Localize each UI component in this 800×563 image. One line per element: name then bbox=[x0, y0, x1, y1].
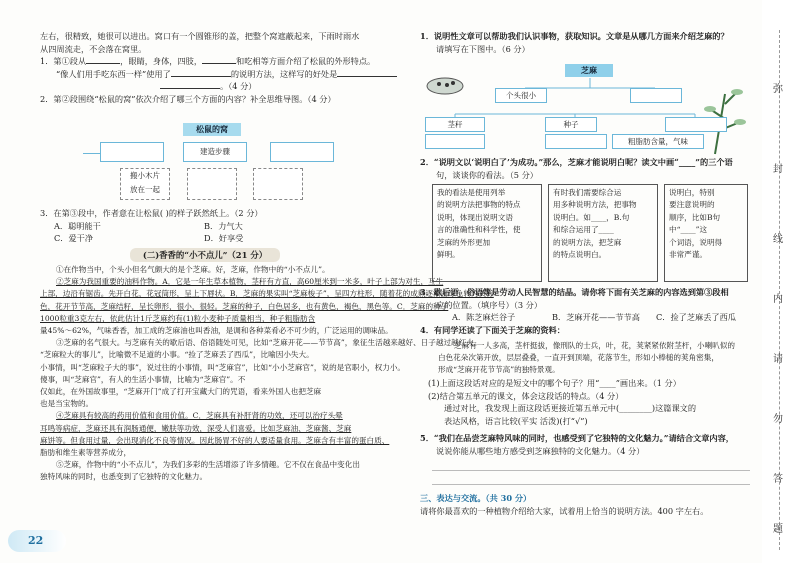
article-line: ④芝麻具有较高的药用价值和食用价值。C．芝麻具有补肝肾的功效，还可以治疗头晕 bbox=[56, 411, 343, 421]
article-line: 小事情，叫“芝麻粒子大的事”，说过往的小事情，叫“芝麻官”，比如“小小芝麻官”，说的是官职小，权力小。 bbox=[40, 362, 406, 372]
diagram-node-3: 茎秆 bbox=[425, 117, 485, 132]
mindmap-branch-3[interactable] bbox=[270, 142, 334, 162]
diagram-node-8: 粗脂肪含量，气味 bbox=[612, 134, 704, 149]
section-3-title: 三、表达与交流。（共 30 分） bbox=[420, 493, 532, 503]
left-column bbox=[40, 30, 385, 106]
intro-line-2: 从四周流走，不会落在窝里。 bbox=[40, 43, 147, 54]
seal-char: 请 bbox=[773, 354, 783, 365]
q3-options-row1 bbox=[40, 220, 385, 233]
option-a[interactable]: A．聪明能干 bbox=[54, 220, 101, 231]
opinion-box-2 bbox=[548, 184, 658, 282]
diagram-node-1: 个头很小 bbox=[495, 88, 547, 103]
article-line: 色，花开节节高，芝麻结籽，呈长卵形，很小，很轻。芝麻的种子，白色居多，也有黄色，褐色，黑色等。C．芝麻的种子 bbox=[40, 301, 449, 311]
option-b[interactable]: B．力气大 bbox=[204, 220, 243, 231]
article-line: 傻事，叫“芝麻官”，有人的生活小事情，比喻为“芝麻官”。不 bbox=[40, 374, 246, 384]
question-r3: 3．歇后语，俗语等是劳动人民智慧的结晶。请你将下面有关芝麻的内容选到第③段相 bbox=[420, 287, 729, 297]
diagram-node-7[interactable] bbox=[545, 134, 607, 149]
box-line: 中“____”这 bbox=[669, 225, 708, 235]
blank[interactable] bbox=[337, 68, 397, 77]
blank[interactable] bbox=[171, 68, 231, 77]
question-r2: 2．“说明文以‘说明白了’为成功。”那么，芝麻才能说明白呢？读文中画“____”的三个语 bbox=[420, 157, 733, 167]
option-a[interactable]: A．陈芝麻烂谷子 bbox=[452, 312, 516, 323]
article-line: 脂肪和维生素等营养成分， bbox=[40, 448, 132, 458]
option-b[interactable]: B．芝麻开花——节节高 bbox=[552, 312, 640, 323]
q3-options bbox=[420, 311, 750, 324]
box-line: 说明白。如____，B.句 bbox=[553, 212, 630, 222]
writing-prompt: 请将你最喜欢的一种植物介绍给大家，试着用上恰当的说明方法。400 字左右。 bbox=[420, 505, 709, 516]
mindmap-leaf-3[interactable] bbox=[253, 168, 303, 200]
mindmap-branch-1[interactable] bbox=[100, 142, 164, 162]
blank[interactable] bbox=[160, 80, 220, 89]
right-q2 bbox=[420, 156, 750, 181]
diagram-node-5[interactable] bbox=[665, 117, 727, 132]
right-sec3 bbox=[420, 492, 750, 517]
box-line: 的特点说明白。 bbox=[553, 250, 607, 260]
diagram-title: 芝麻 bbox=[565, 64, 613, 77]
box-line: 言的准确性和科学性，使 bbox=[437, 225, 521, 235]
article-line: 麻饼等。但食用过量，会出现消化不良等情况。因此肠胃不好的人要适量食用。芝麻含有丰富的蛋白质、 bbox=[40, 435, 390, 445]
seal-char: 内 bbox=[773, 294, 783, 305]
box-line: 的说明方法把事物的特点 bbox=[437, 200, 521, 210]
question-3: 3．在第③段中，作者意在让松鼠( )的样子跃然纸上。（2 分） bbox=[40, 208, 263, 218]
question-1-points: 。（4 分） bbox=[40, 80, 385, 93]
seal-char: 勿 bbox=[773, 414, 783, 425]
material-line: 形成“芝麻开花节节高”的独特景观。 bbox=[438, 365, 560, 374]
mindmap-branch-2: 建造步骤 bbox=[183, 142, 247, 162]
question-r5b: 说说你能从哪些地方感受到芝麻独特的文化魅力。（4 分） bbox=[436, 445, 645, 456]
blank[interactable] bbox=[86, 55, 120, 64]
box-line: 的说明方法，把芝麻 bbox=[553, 237, 622, 247]
box-line: 和综合运用了____ bbox=[553, 225, 614, 235]
material-line: 芝麻有一人多高，茎杆挺拔，像刑队的士兵，叶，花，荚紧紧依附茎杆，小喇叭似的 bbox=[454, 341, 735, 350]
article-line: 也是当宝物的。 bbox=[40, 399, 94, 409]
diagram-node-6[interactable] bbox=[425, 134, 485, 149]
seal-char: 线 bbox=[773, 234, 783, 245]
article-line: 上部，边沿有锯齿。先开白花，花冠筒形，呈上下唇状。B．芝麻的果实叫“芝麻梭子”，呈四方柱形，随着花的成熟逐渐由绿色转为黄棕 bbox=[40, 289, 494, 299]
right-q5 bbox=[420, 432, 750, 457]
question-1: 1．第①段从 ，眼睛，身体，四肢， 和吃相等方面介绍了松鼠的外形特点。 bbox=[40, 56, 376, 67]
box-line: 用多种说明方法，把事物 bbox=[553, 200, 637, 210]
question-r2b: 句，谈谈你的看法。（5 分） bbox=[436, 169, 538, 180]
seal-char: 答 bbox=[773, 474, 783, 485]
question-r4a: (1)上面这段话对应的是短文中的哪个句子？用“____”画出来。（1 分） bbox=[428, 378, 681, 388]
question-r4: 4．有同学还读了下面关于芝麻的资料： bbox=[420, 324, 565, 335]
article-line: ①在作物当中，个头小但名气颇大的是个芝麻。好，芝麻，作物中的“小不点儿”。 bbox=[56, 265, 330, 274]
opinion-box-1 bbox=[432, 184, 542, 282]
box-line: 非常严谨。 bbox=[669, 250, 707, 260]
diagram-node-2[interactable] bbox=[630, 88, 682, 103]
q4-material bbox=[438, 340, 750, 376]
right-q3 bbox=[420, 286, 750, 336]
box-line: 说明，体现出说明文语 bbox=[437, 212, 513, 222]
seal-char: 弥 bbox=[773, 84, 783, 95]
article-line: ②芝麻为我国重要的油料作物。A．它是一年生草本植物，茎秆有方直，高60厘米到一米多，叶子上部为对生，互生 bbox=[56, 277, 444, 287]
right-q4-parts bbox=[428, 377, 750, 427]
seal-char: 封 bbox=[773, 164, 783, 175]
question-r1b: 请填写在下图中。（6 分） bbox=[436, 43, 530, 54]
article-line: 量45%～62%，气味香香，加工成的芝麻油也叫香油，是调和各种菜肴必不可少的，广泛运用的调味品。 bbox=[40, 326, 393, 336]
box-line: 我的看法是使用列举 bbox=[437, 188, 506, 197]
question-r4c: 通过对比，我发现上面这段话更接近第五单元中(________)这篇课文的 bbox=[444, 403, 697, 414]
page-number: 22 bbox=[8, 530, 66, 552]
right-column bbox=[420, 30, 750, 55]
bowl-icon bbox=[427, 78, 463, 94]
article-line: ③芝麻的名气很大。与芝麻有关的歇后语、俗语随处可见，比如“芝麻开花——节节高”，象征生活越来越好、日子越过越红火。 bbox=[56, 338, 482, 348]
question-2: 2．第②段围绕“松鼠的窝”依次介绍了哪三个方面的内容？补全思维导图。（4 分） bbox=[40, 93, 336, 104]
question-r3b: 应的位置。（填序号）（3 分） bbox=[436, 299, 543, 310]
article-line: 仅如此，在外国故事里，“芝麻开门”成了打开宝藏大门的咒语，看来外国人也把芝麻 bbox=[40, 387, 322, 397]
question-r4b: (2)结合第五单元的课文，体会这段话的特点。（4 分） bbox=[428, 390, 624, 401]
option-c[interactable]: C．捡了芝麻丢了西瓜 bbox=[656, 312, 736, 323]
article-line: ⑤芝麻，作物中的“小不点儿”，为我们多彩的生活增添了许多情趣。它不仅在食品中变化出 bbox=[56, 460, 360, 470]
mindmap-title: 松鼠的窝 bbox=[183, 123, 241, 136]
article-line: 耳鸣等病症，芝麻还具有润肠通便，嫩肤等功效，深受人们喜爱。比如芝麻油、芝麻酱、芝麻 bbox=[40, 423, 352, 433]
seal-margin bbox=[762, 0, 800, 563]
q3-options-row2 bbox=[40, 232, 385, 245]
section-title: (二)香香的“小不点儿”（21 分） bbox=[130, 248, 280, 262]
box-line: 芝麻的外形更加 bbox=[437, 237, 491, 247]
diagram-node-4: 种子 bbox=[545, 117, 597, 132]
question-1b: “像人们用手吃东西一样”使用了 的说明方法，这样写的好处是 bbox=[40, 68, 385, 81]
article-line: “芝麻粒大的事儿”，比喻微不足道的小事。“捡了芝麻丢了西瓜”，比喻因小失大。 bbox=[40, 350, 314, 360]
question-r5: 5．“我们在品尝芝麻特风味的同时，也感受到了它独特的文化魅力。”请结合文章内容， bbox=[420, 433, 734, 443]
question-r1: 1．说明性文章可以帮助我们认识事物，获取知识。文章是从哪几方面来介绍芝麻的？ bbox=[420, 31, 729, 41]
intro-line-1: 左右，很精致，她很可以进出。窝口有一个圆锥形的盖，把整个窝遮蔽起来，下雨时雨水 bbox=[40, 31, 360, 41]
answer-line[interactable] bbox=[432, 484, 750, 485]
box-line: 说明白，特别 bbox=[669, 188, 715, 197]
option-d[interactable]: D．好享受 bbox=[204, 233, 244, 244]
left-q3 bbox=[40, 207, 385, 245]
mindmap-leaf-1 bbox=[120, 168, 170, 200]
box-line: 顺序，比如B句 bbox=[669, 212, 721, 222]
box-line: 有时我们需要综合运 bbox=[553, 188, 622, 197]
leaf-text: 搬小木片 bbox=[130, 171, 160, 180]
box-line: 个词语，说明得 bbox=[669, 237, 723, 247]
material-line: 白色花朵次第开放，层层叠叠，一直开到顶端，花落节生，形如小棒槌的荚角密集， bbox=[438, 353, 719, 362]
opinion-box-3 bbox=[664, 184, 748, 282]
article-line: 独特风味的同时，也悉变到了它独特的文化魅力。 bbox=[40, 472, 208, 482]
seal-char: 题 bbox=[773, 524, 783, 535]
question-r4d: 表达风格，语言比较(平实 活泼)(打“√”) bbox=[444, 415, 588, 426]
article-line: 1000粒重3克左右，依此估计1斤芝麻约有(1)粒小麦种子质量相当，种子粗脂肪含 bbox=[40, 313, 316, 323]
blank[interactable] bbox=[202, 55, 236, 64]
box-line: 鲜明。 bbox=[437, 250, 460, 260]
mindmap-leaf-2[interactable] bbox=[187, 168, 237, 200]
box-line: 要注意说明的 bbox=[669, 200, 715, 210]
answer-line[interactable] bbox=[432, 470, 750, 471]
leaf-text: 放在一起 bbox=[130, 185, 160, 194]
option-c[interactable]: C．爱干净 bbox=[54, 233, 94, 244]
